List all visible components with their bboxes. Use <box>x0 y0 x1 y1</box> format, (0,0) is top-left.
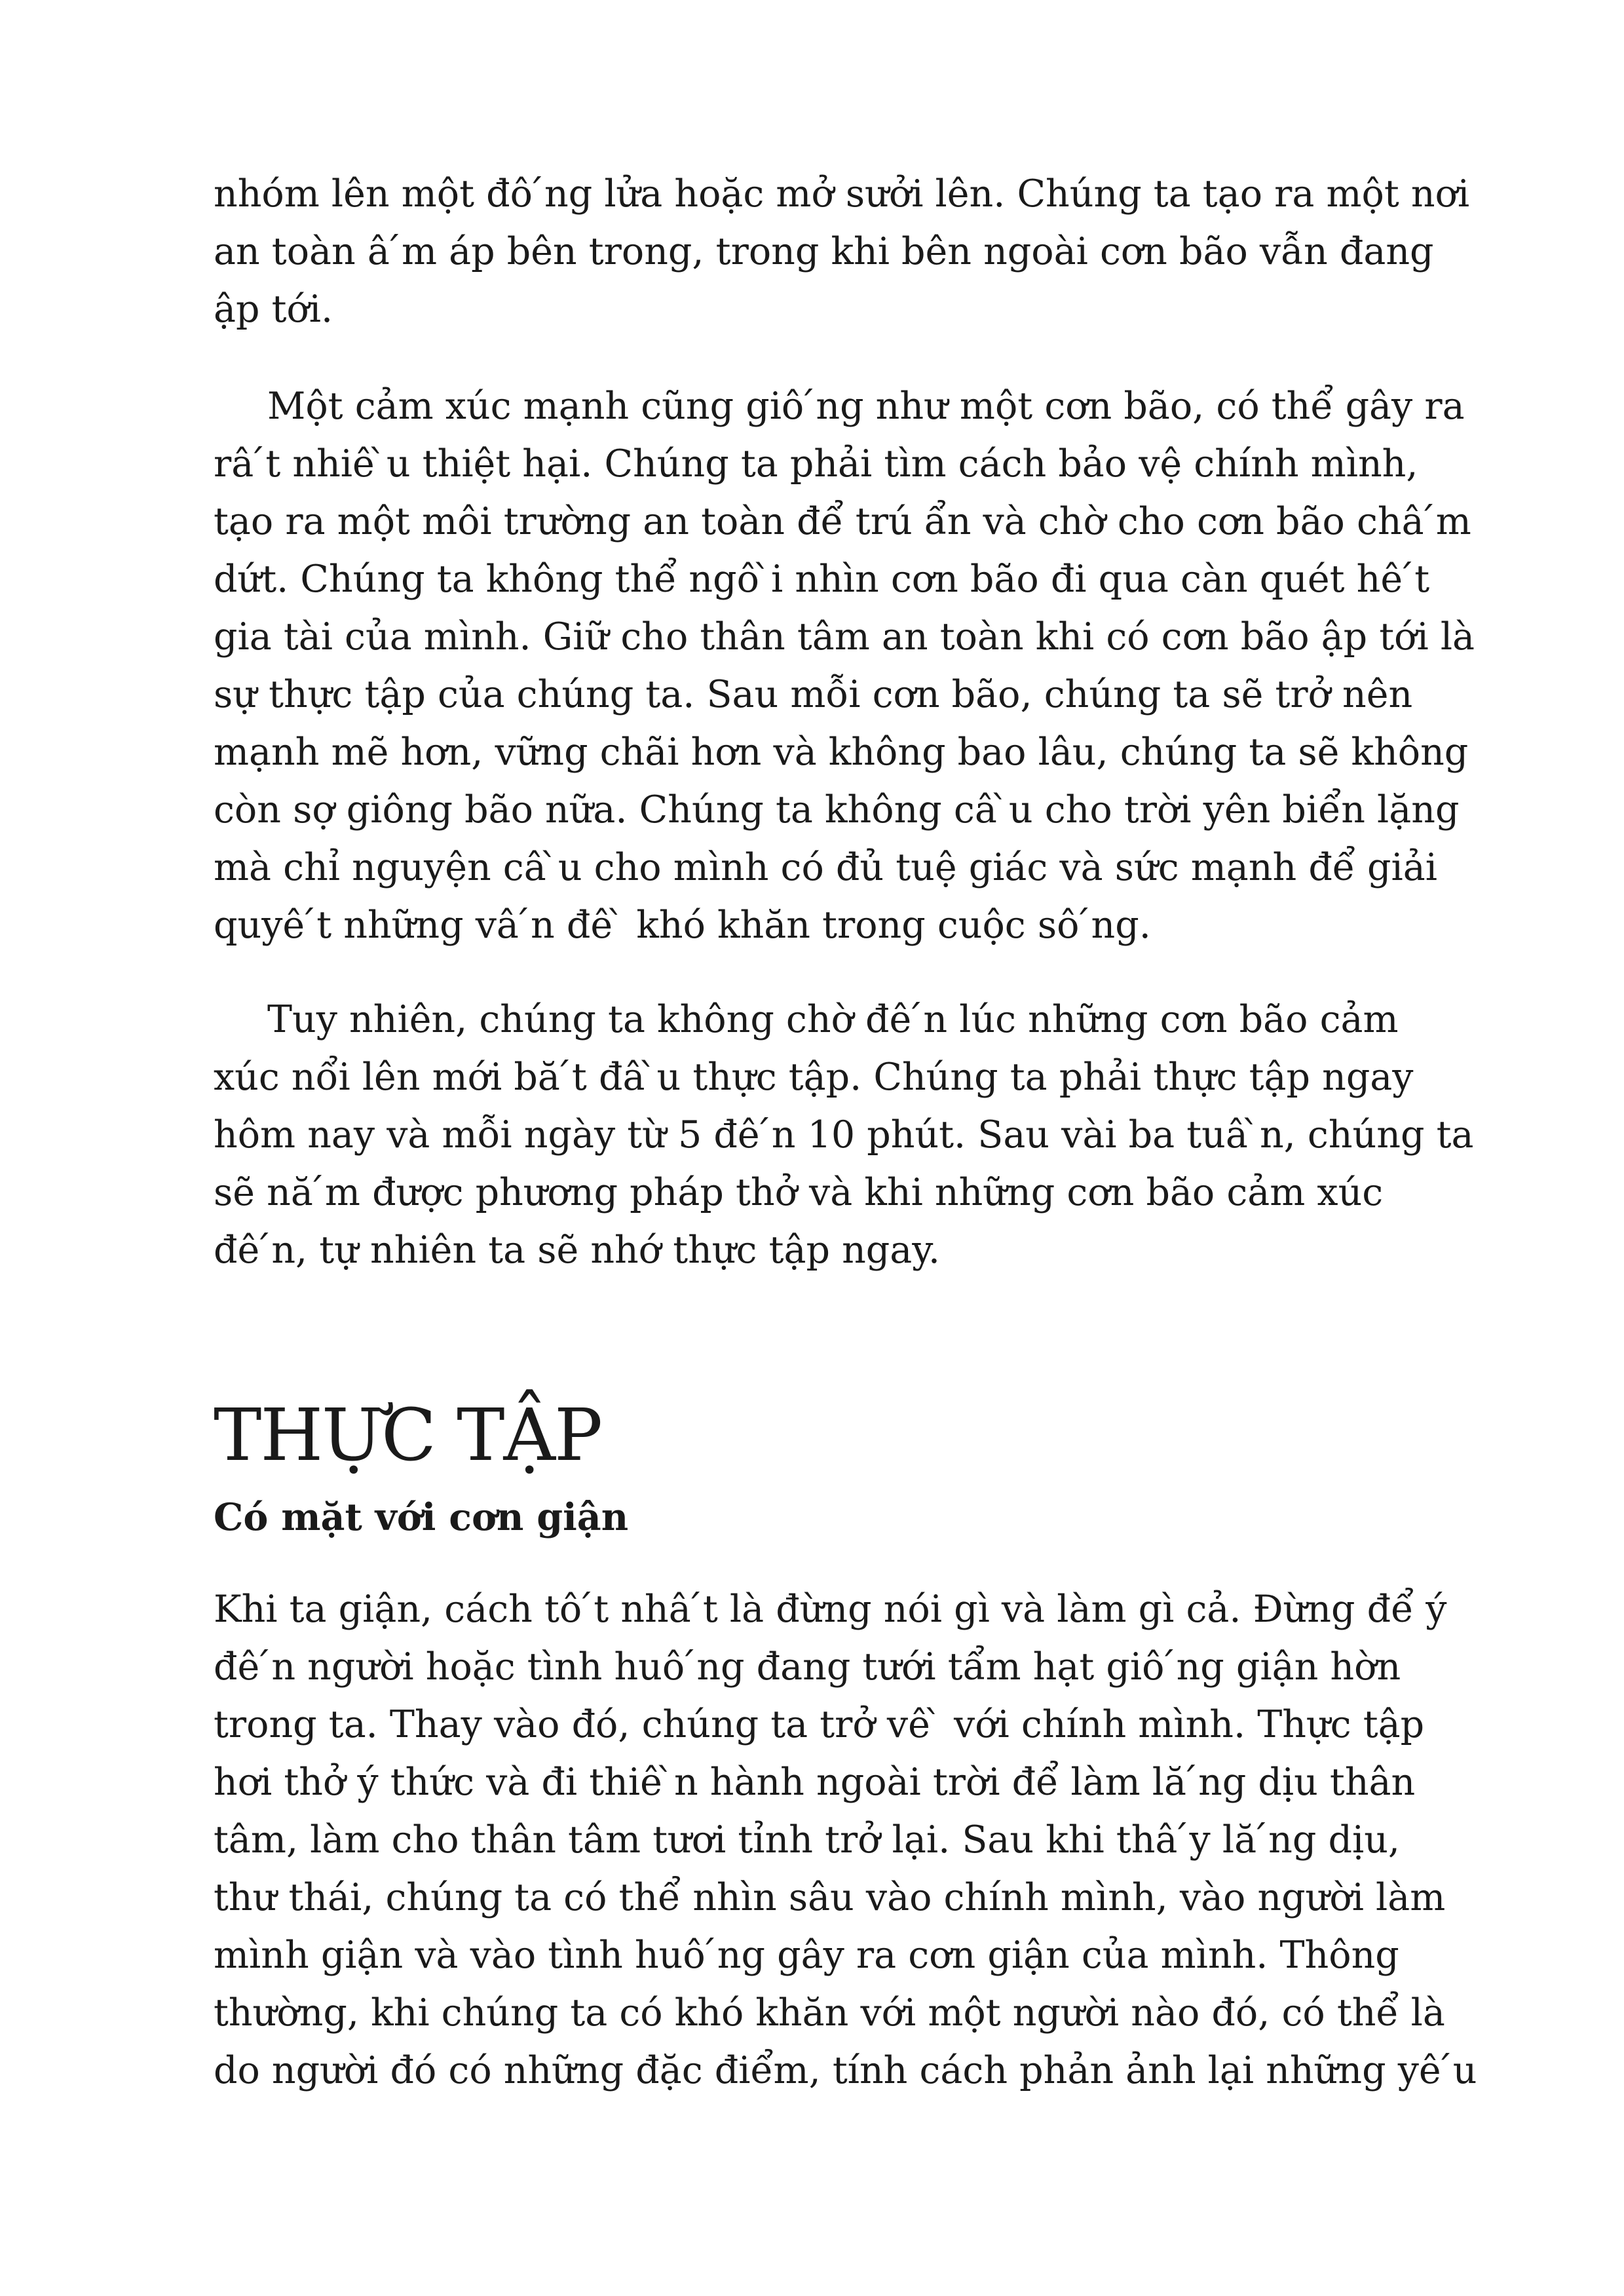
paragraph-line: tạo ra một môi trường an toàn để trú ẩn và chờ cho cơn bão châ ́m <box>214 500 1471 543</box>
paragraph-line: Tuy nhiên, chúng ta không chờ đê ́n lúc những cơn bão cảm <box>267 998 1399 1041</box>
paragraph-1 <box>214 165 1470 338</box>
paragraph-line: do người đó có những đặc điểm, tính cách phản ảnh lại những yê ́u <box>214 2049 1477 2092</box>
paragraph-2 <box>214 377 1475 954</box>
paragraph-line: thư thái, chúng ta có thể nhìn sâu vào chính mình, vào người làm <box>214 1876 1446 1919</box>
section-heading: THỰC TẬP <box>214 1393 601 1477</box>
paragraph-line: râ ́t nhiê ̀u thiệt hại. Chúng ta phải tìm cách bảo vệ chính mình, <box>214 442 1418 486</box>
paragraph-line: mà chỉ nguyện câ ̀u cho mình có đủ tuệ giác và sức mạnh để giải <box>214 846 1437 889</box>
paragraph-line: mạnh mẽ hơn, vững chãi hơn và không bao lâu, chúng ta sẽ không <box>214 731 1469 774</box>
paragraph-line: hơi thở ý thức và đi thiê ̀n hành ngoài trời để làm lă ́ng dịu thân <box>214 1761 1416 1804</box>
paragraph-line: sẽ nă ́m được phương pháp thở và khi những cơn bão cảm xúc <box>214 1171 1384 1214</box>
paragraph-line: gia tài của mình. Giữ cho thân tâm an toàn khi có cơn bão ập tới là <box>214 615 1475 659</box>
paragraph-line: tâm, làm cho thân tâm tươi tỉnh trở lại. Sau khi thâ ́y lă ́ng dịu, <box>214 1818 1401 1862</box>
paragraph-line: xúc nổi lên mới bă ́t đâ ̀u thực tập. Chúng ta phải thực tập ngay <box>214 1056 1414 1099</box>
paragraph-line: nhóm lên một đô ́ng lửa hoặc mở sưởi lên. Chúng ta tạo ra một nơi <box>214 172 1470 216</box>
paragraph-3 <box>214 991 1474 1279</box>
paragraph-line: đê ́n, tự nhiên ta sẽ nhớ thực tập ngay. <box>214 1229 940 1272</box>
paragraph-line: dứt. Chúng ta không thể ngô ̀i nhìn cơn bão đi qua càn quét hê ́t <box>214 558 1430 601</box>
paragraph-line: Một cảm xúc mạnh cũng giô ́ng như một cơn bão, có thể gây ra <box>267 385 1465 428</box>
paragraph-line: Khi ta giận, cách tô ́t nhâ ́t là đừng nói gì và làm gì cả. Đừng để ý <box>214 1588 1447 1631</box>
paragraph-line: còn sợ giông bão nữa. Chúng ta không câ ̀u cho trời yên biển lặng <box>214 788 1460 832</box>
paragraph-line: trong ta. Thay vào đó, chúng ta trở vê ̀ với chính mình. Thực tập <box>214 1703 1425 1746</box>
paragraph-line: hôm nay và mỗi ngày từ 5 đê ́n 10 phút. Sau vài ba tuâ ̀n, chúng ta <box>214 1113 1474 1157</box>
paragraph-line: đê ́n người hoặc tình huô ́ng đang tưới tẩm hạt giô ́ng giận hờn <box>214 1645 1401 1689</box>
section-paragraph <box>214 1580 1477 2099</box>
paragraph-line: mình giận và vào tình huô ́ng gây ra cơn giận của mình. Thông <box>214 1934 1399 1977</box>
paragraph-line: ập tới. <box>214 288 333 331</box>
paragraph-line: thường, khi chúng ta có khó khăn với một người nào đó, có thể là <box>214 1991 1445 2035</box>
section-subheading: Có mặt với cơn giận <box>214 1495 629 1539</box>
paragraph-line: an toàn â ́m áp bên trong, trong khi bên ngoài cơn bão vẫn đang <box>214 230 1434 273</box>
paragraph-line: quyê ́t những vâ ́n đê ̀ khó khăn trong cuộc sô ́ng. <box>214 904 1151 947</box>
paragraph-line: sự thực tập của chúng ta. Sau mỗi cơn bão, chúng ta sẽ trở nên <box>214 673 1413 716</box>
